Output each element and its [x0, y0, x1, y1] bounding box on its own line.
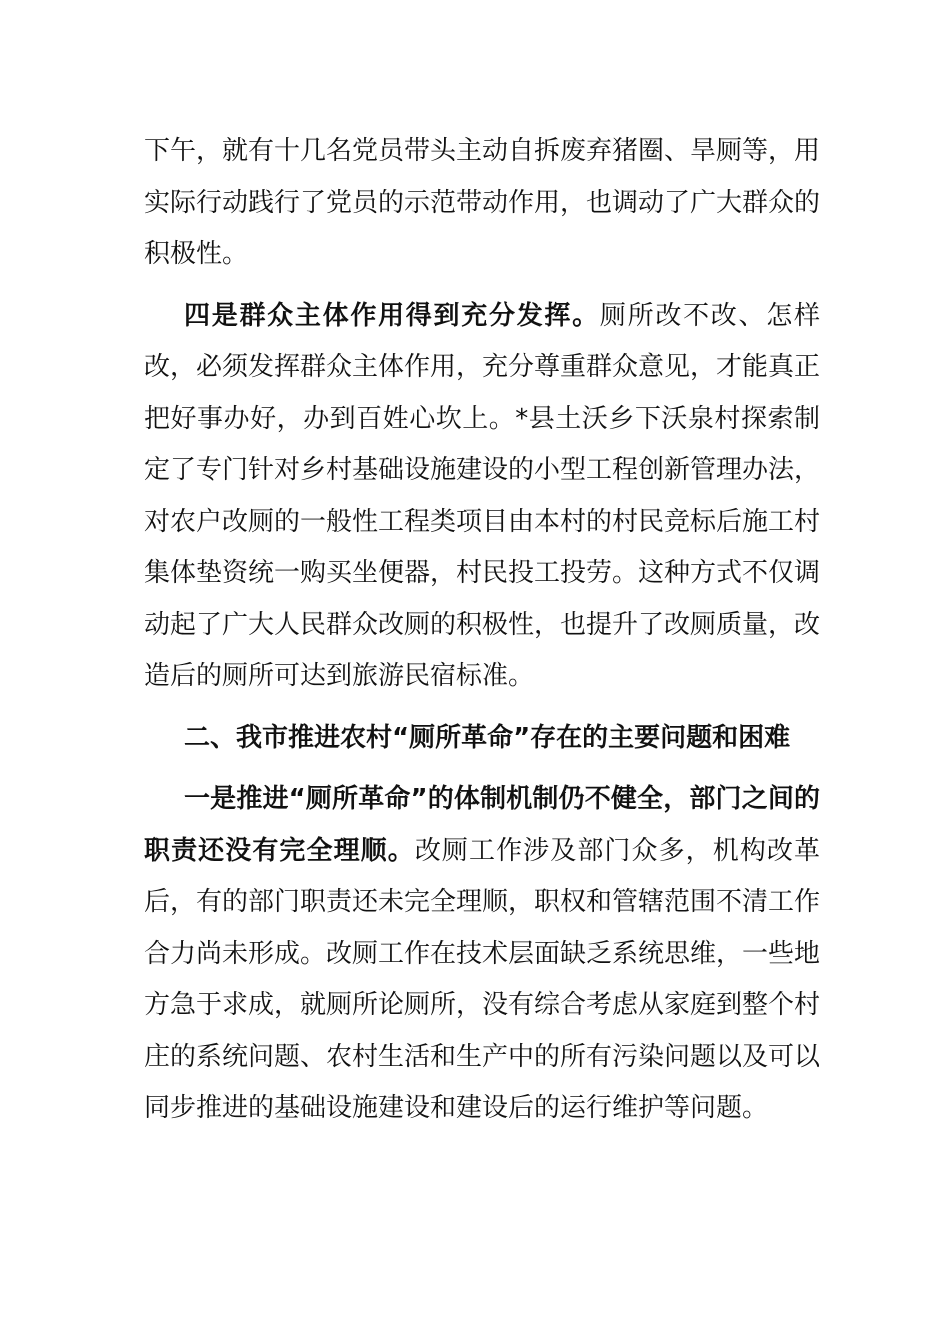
- paragraph-lead: 一是推进“厕所革命”的体制机制仍不健全，部门之间的职责还没有完全理顺。: [144, 784, 820, 866]
- paragraph-text: 改厕工作涉及部门众多，机构改革后，有的部门职责还未完全理顺，职权和管辖范围不清工作合力尚未形成。改厕工作在技术层面缺乏系统思维，一些地方急于求成，就厕所论厕所，没有综合考虑从家庭到整个村庄的系统问题、农村生活和生产中的所有污染问题以及可以同步推进的基础设施建设和建设后的运行维护等问题。: [144, 835, 821, 1123]
- paragraph-text: 下午，就有十几名党员带头主动自拆废弃猪圈、旱厕等，用实际行动践行了党员的示范带动作用，也调动了广大群众的积极性。: [144, 136, 821, 269]
- section-heading: 二、我市推进农村“厕所革命”存在的主要问题和困难: [184, 722, 791, 753]
- paragraph-lead: 四是群众主体作用得到充分发挥。: [184, 300, 600, 331]
- paragraph-point-one: [144, 774, 820, 1135]
- paragraph-point-four: [144, 291, 820, 703]
- paragraph-continuation: [144, 126, 820, 281]
- document-body: [144, 126, 820, 1145]
- paragraph-text: 厕所改不改、怎样改，必须发挥群众主体作用，充分尊重群众意见，才能真正把好事办好，办到百姓心坎上。*县土沃乡下沃泉村探索制定了专门针对乡村基础设施建设的小型工程创新管理办法，对农户改厕的一般性工程类项目由本村的村民竞标后施工村集体垫资统一购买坐便器，村民投工投劳。这种方式不仅调动起了广大人民群众改厕的积极性，也提升了改厕质量，改造后的厕所可达到旅游民宿标准。: [144, 300, 821, 691]
